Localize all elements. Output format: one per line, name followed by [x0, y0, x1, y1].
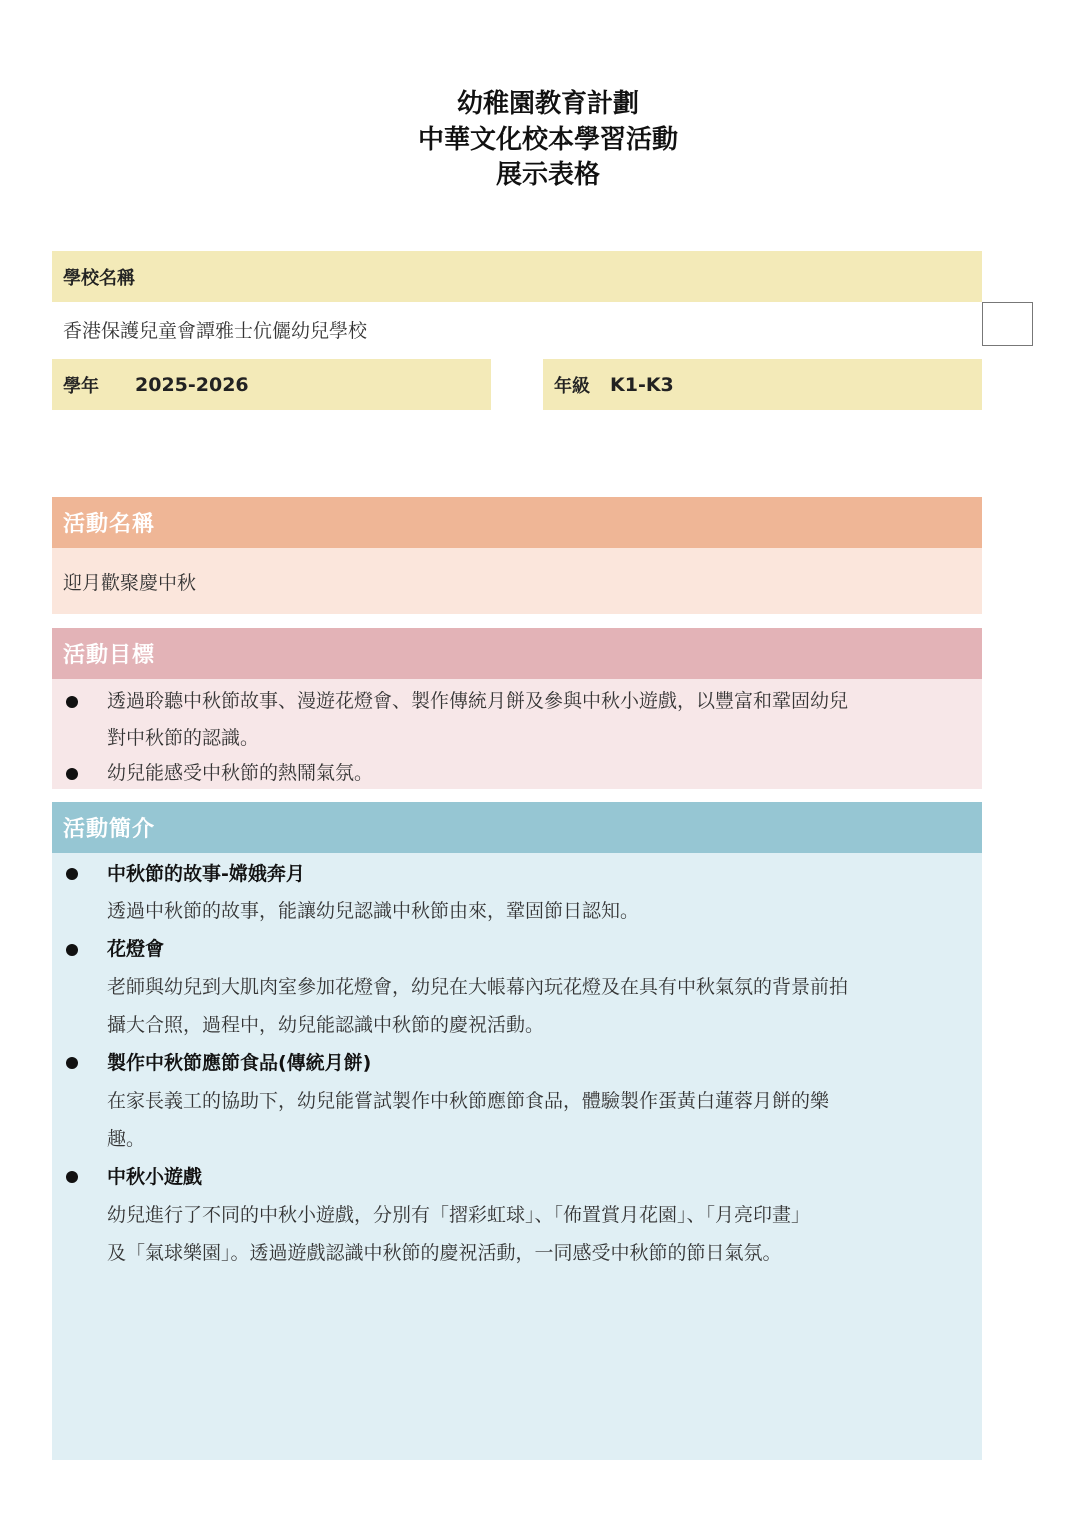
- objective-line: 幼兒能感受中秋節的熱鬧氣氛。: [107, 762, 374, 784]
- summary-heading-text: 活動簡介: [63, 817, 156, 842]
- summary-item-text: 透過中秋節的故事，能讓幼兒認識中秋節由來，鞏固節日認知。: [107, 900, 640, 922]
- bullet-dot: [66, 696, 78, 708]
- activity-name-value: 迎月歡聚慶中秋: [63, 571, 197, 594]
- objective-line: 透過聆聽中秋節故事、漫遊花燈會、製作傳統月餅及參與中秋小遊戲，以豐富和鞏固幼兒: [107, 690, 849, 712]
- grade-field: [543, 359, 982, 410]
- school-name-label: [52, 251, 982, 302]
- summary-item-text: 趣。: [107, 1128, 146, 1150]
- empty-checkbox: [982, 302, 1033, 346]
- objectives-heading: [52, 628, 982, 679]
- bullet-dot: [66, 868, 78, 880]
- bullet-dot: [66, 1171, 78, 1183]
- form-title-line-1: 幼稚園教育計劃: [456, 89, 639, 119]
- summary-item-text: 攝大合照，過程中，幼兒能認識中秋節的慶祝活動。: [107, 1014, 545, 1036]
- school-name-label-text: 學校名稱: [63, 267, 135, 289]
- summary-item-text: 幼兒進行了不同的中秋小遊戲，分別有「摺彩虹球」、「佈置賞月花園」、「月亮印畫」: [107, 1204, 811, 1226]
- objectives-body: [52, 679, 982, 789]
- form-title-line-2: 中華文化校本學習活動: [417, 125, 678, 155]
- activity-name-body: [52, 548, 982, 614]
- school-year-label: 學年: [63, 375, 99, 397]
- activity-name-heading-text: 活動名稱: [63, 512, 156, 537]
- bullet-dot: [66, 1057, 78, 1069]
- school-year-field: [52, 359, 491, 410]
- objective-line: 對中秋節的認識。: [107, 727, 260, 749]
- summary-item-title: 中秋小遊戲: [107, 1166, 203, 1188]
- school-year-value: 2025-2026: [135, 373, 249, 396]
- school-name-value: [52, 304, 982, 354]
- school-name-text: 香港保護兒童會譚雅士伉儷幼兒學校: [63, 319, 368, 342]
- summary-body: [52, 853, 982, 1460]
- activity-name-heading: [52, 497, 982, 548]
- objectives-heading-text: 活動目標: [63, 643, 156, 668]
- summary-item-text: 在家長義工的協助下，幼兒能嘗試製作中秋節應節食品，體驗製作蛋黃白蓮蓉月餅的樂: [107, 1090, 830, 1112]
- bullet-dot: [66, 768, 78, 780]
- summary-item-title: 中秋節的故事-嫦娥奔月: [107, 863, 305, 885]
- form-title-line-3: 展示表格: [495, 160, 600, 190]
- summary-heading: [52, 802, 982, 853]
- summary-item-text: 及「氣球樂園」。透過遊戲認識中秋節的慶祝活動，一同感受中秋節的節日氣氛。: [107, 1242, 782, 1264]
- bullet-dot: [66, 944, 78, 956]
- grade-label: 年級: [554, 375, 590, 397]
- summary-item-title: 製作中秋節應節食品(傳統月餅): [107, 1052, 372, 1074]
- grade-value: K1-K3: [610, 373, 674, 396]
- summary-item-text: 老師與幼兒到大肌肉室參加花燈會，幼兒在大帳幕內玩花燈及在具有中秋氣氛的背景前拍: [107, 976, 849, 998]
- summary-item-title: 花燈會: [107, 938, 165, 960]
